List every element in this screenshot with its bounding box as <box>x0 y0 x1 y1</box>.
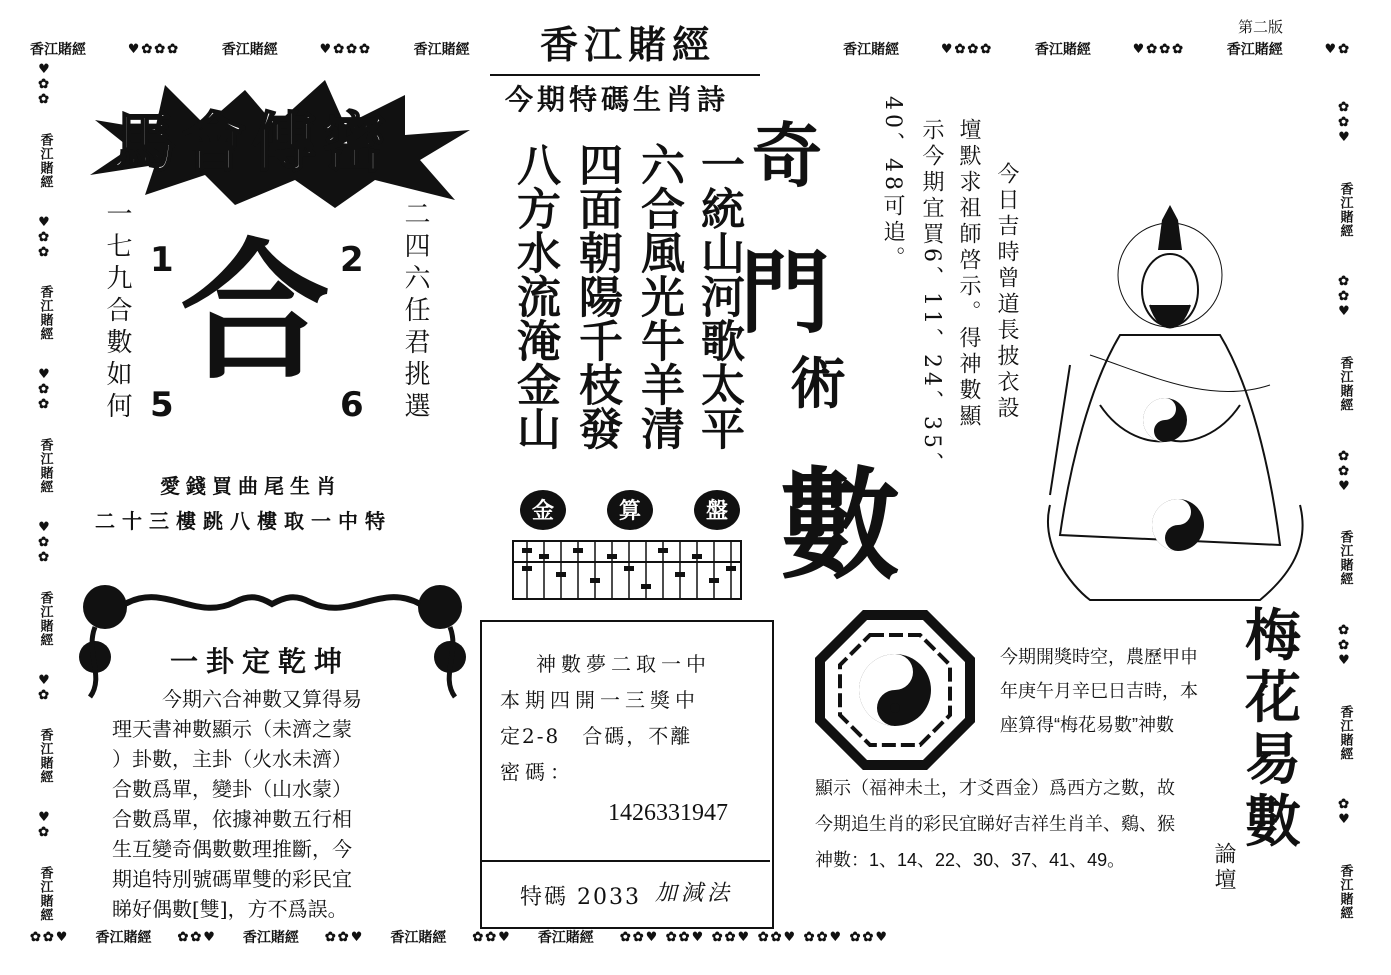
border-label: 香江賭經 <box>37 132 53 189</box>
border-label: 香江賭經 <box>537 930 594 946</box>
qimen-column: 壇默求祖師啓示。得神數顯 <box>956 118 981 430</box>
ornament: ✿✿♥ <box>472 929 512 945</box>
meihua-char: 花 <box>1245 665 1301 731</box>
border-label: 香江賭經 <box>1337 863 1353 920</box>
qimen-char: 奇 <box>752 114 822 197</box>
qimen-column: 示今期宜買6、11、24、35、 <box>919 118 944 478</box>
ornament: ♥✿ <box>1324 41 1351 57</box>
ornament: ✿✿♥ <box>177 929 217 945</box>
poem-column: 四面朝陽千枝發 <box>571 142 622 450</box>
ornament: ♥✿✿✿ <box>1132 41 1185 57</box>
qimen-char: 門 <box>740 240 830 346</box>
shenshu-divider <box>480 860 770 862</box>
hexagram-line: 期追特別號碼單雙的彩民宜 <box>112 867 352 891</box>
border-label: 香江賭經 <box>390 930 447 946</box>
center-character: 合 <box>180 224 331 400</box>
border-label: 香江賭經 <box>843 42 900 58</box>
meihua-para-bottom <box>815 770 1175 878</box>
border-label: 香江賭經 <box>37 285 53 342</box>
method-label: 加減法 <box>655 881 734 906</box>
abacus-title-char: 算 <box>607 490 653 530</box>
meihua-line: 神數：1、14、22、30、37、41、49。 <box>815 850 1126 870</box>
number-5: 5 <box>150 385 174 425</box>
hexagram-line: 生互變奇偶數數理推斷，今 <box>112 837 352 861</box>
abacus-title-char: 盤 <box>694 490 740 530</box>
border-label: 香江賭經 <box>37 865 53 922</box>
shenshu-line: 密碼： <box>500 760 575 784</box>
meihua-line: 今期追生肖的彩民宜睇好吉祥生肖羊、鷄、猴 <box>815 814 1175 834</box>
poem-column: 八方水流淹金山 <box>509 142 560 450</box>
hexagram-line: 合數爲單，變卦（山水蒙） <box>112 777 352 801</box>
shenshu-line: 神數夢二取一中 <box>536 652 711 676</box>
riddle-line-2: 二十三樓跳八樓取一中特 <box>95 509 392 533</box>
border-label: 香江賭經 <box>30 42 86 58</box>
hexagram-line: 睇好偶數[雙]，方不爲誤。 <box>112 897 348 921</box>
qimen-column: 今日吉時曾道長披衣設 <box>994 162 1019 422</box>
hexagram-line: 理天書神數顯示（未濟之蒙 <box>112 717 352 741</box>
right-border: ✿ ✿ ♥ 香江賭經 ✿ ✿ ♥ 香江賭經 ✿ ✿ ♥ 香江賭經 ✿ ✿ ♥ 香江賭經 ✿ ♥ 香江賭經 <box>1337 100 1353 920</box>
poem-column: 一統山河歌太平 <box>693 142 744 450</box>
border-label: 香江賭經 <box>1337 530 1353 587</box>
shenshu-body <box>500 646 760 790</box>
shenshu-line: 本期四開一三獎中 <box>500 688 700 712</box>
number-1: 1 <box>150 240 174 280</box>
border-label: 香江賭經 <box>242 930 299 946</box>
left-border: ♥ ✿ ✿ 香江賭經 ♥ ✿ ✿ 香江賭經 ♥ ✿ ✿ 香江賭經 ♥ ✿ ✿ 香江賭經 ♥ ✿ 香江賭經 ♥ ✿ 香江賭經 <box>37 62 53 922</box>
hexagram-line: 合數爲單，依據神數五行相 <box>112 807 352 831</box>
border-label: 香江賭經 <box>413 42 470 58</box>
meihua-line: 顯示（福神未土，才爻酉金）爲西方之數，故 <box>815 778 1175 798</box>
poem-column: 六合風光牛羊清 <box>633 142 684 450</box>
border-label: 香江賭經 <box>37 438 53 495</box>
abacus-icon <box>512 540 742 600</box>
taoist-master-illustration <box>1030 205 1330 605</box>
border-label: 香江賭經 <box>221 42 278 58</box>
abacus-title <box>520 490 740 530</box>
title-mahui: 馬會傳密 <box>112 106 392 181</box>
edition-label: 第二版 <box>1238 18 1284 36</box>
qimen-column: 40、48可追。 <box>880 96 905 272</box>
hexagram-line: 今期六合神數又算得易 <box>162 687 362 711</box>
meihua-char: 易 <box>1245 727 1301 793</box>
number-2: 2 <box>340 240 364 280</box>
hexagram-body <box>112 684 432 924</box>
abacus-title-char: 金 <box>520 490 566 530</box>
meihua-line: 座算得“梅花易數”神數 <box>1000 715 1174 735</box>
qimen-char: 術 <box>790 351 846 417</box>
meihua-title <box>1238 605 1308 853</box>
shenshu-code: 1426331947 <box>608 800 728 826</box>
masthead: 香江賭經 <box>540 22 717 67</box>
border-label: 香江賭經 <box>1226 42 1283 58</box>
border-label: 香江賭經 <box>37 728 53 785</box>
meihua-para-top <box>1000 640 1198 742</box>
meihua-char: 梅 <box>1245 603 1301 669</box>
ornament: ✿✿♥ ✿✿♥ ✿✿♥ ✿✿♥ ✿✿♥ ✿✿♥ <box>619 929 890 945</box>
shenshu-line: 定2-8 合碼，不離 <box>500 724 693 748</box>
ornament: ♥✿✿✿ <box>127 41 181 57</box>
bagua-yinyang-icon <box>815 610 975 770</box>
meihua-line: 今期開獎時空，農歷甲申 <box>1000 647 1198 667</box>
riddle-line-1: 愛錢買曲尾生肖 <box>160 474 342 498</box>
hexagram-title: 一卦定乾坤 <box>170 645 351 678</box>
border-label: 香江賭經 <box>1034 42 1091 58</box>
forum-label: 論壇 <box>1211 842 1236 894</box>
bottom-border <box>30 926 1351 948</box>
border-label: 香江賭經 <box>95 930 152 946</box>
border-label: 香江賭經 <box>1337 181 1353 238</box>
meihua-char: 數 <box>1245 789 1301 855</box>
number-6: 6 <box>340 385 364 425</box>
ornament: ✿✿♥ <box>324 929 365 945</box>
special-code: 特碼 2033 <box>520 885 641 910</box>
right-column-text: 二四六任君挑選 <box>400 200 430 424</box>
border-label: 香江賭經 <box>37 590 53 647</box>
hexagram-line: ）卦數，主卦（火水未濟） <box>112 747 352 771</box>
ornament: ♥✿✿✿ <box>940 41 994 57</box>
left-column-text: 一七九合數如何 <box>102 200 132 424</box>
ornament: ♥✿✿✿ <box>319 41 372 57</box>
poem-title: 今期特碼生肖詩 <box>505 83 730 116</box>
ornament: ✿✿♥ <box>30 929 70 945</box>
border-label: 香江賭經 <box>1337 704 1353 761</box>
meihua-line: 年庚午月辛巳日吉時，本 <box>1000 681 1198 701</box>
border-label: 香江賭經 <box>1337 355 1353 412</box>
qimen-char: 數 <box>780 455 900 596</box>
